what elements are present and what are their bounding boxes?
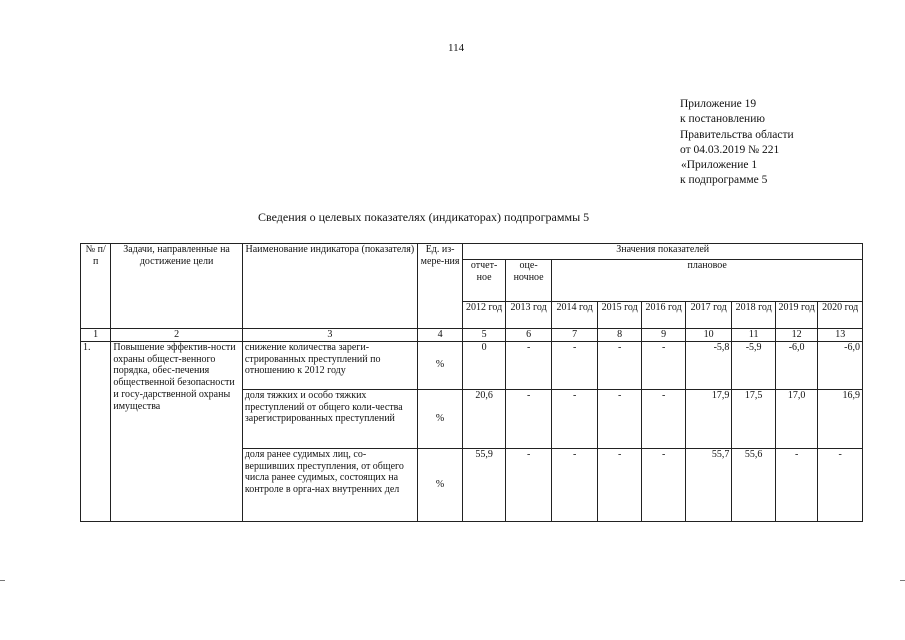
scan-edge-mark <box>900 580 905 581</box>
column-number: 9 <box>642 329 685 342</box>
value-cell: - <box>552 389 598 448</box>
header-year: 2018 год <box>732 302 775 329</box>
column-number: 11 <box>732 329 775 342</box>
value-cell: 17,9 <box>685 389 732 448</box>
value-cell: - <box>597 341 642 389</box>
unit-cell: % <box>417 389 463 448</box>
value-cell: 20,6 <box>463 389 505 448</box>
table-row <box>81 341 863 389</box>
appendix-note <box>680 97 880 189</box>
unit-cell: % <box>417 448 463 521</box>
header-year: 2016 год <box>642 302 685 329</box>
task-number: 1. <box>81 341 111 521</box>
task-text: Повышение эффектив-ности охраны общест-венного порядка, обес-печения общественной безопасности и госу-дарственной охраны имущества <box>111 341 243 521</box>
value-cell: - <box>505 389 552 448</box>
value-cell: -5,8 <box>685 341 732 389</box>
value-cell: - <box>552 448 598 521</box>
header-num: № п/п <box>81 244 111 329</box>
header-year: 2017 год <box>685 302 732 329</box>
indicator-name: снижение количества зареги-стрированных преступлений по отношению к 2012 году <box>242 341 417 389</box>
header-estimate: оце-ночное <box>505 260 552 302</box>
header-indicator: Наименование индикатора (показателя) <box>242 244 417 329</box>
header-year: 2014 год <box>552 302 598 329</box>
appendix-line: к постановлению <box>680 113 765 126</box>
column-numbers-row <box>81 329 863 342</box>
unit-cell: % <box>417 341 463 389</box>
column-number: 6 <box>505 329 552 342</box>
value-cell: - <box>505 448 552 521</box>
indicator-name: доля ранее судимых лиц, со-вершивших преступления, от общего числа ранее судимых, состоящих на контроле в орга-нах внутренних дел <box>242 448 417 521</box>
value-cell: - <box>552 341 598 389</box>
appendix-line: Приложение 19 <box>680 98 757 110</box>
value-cell: - <box>597 389 642 448</box>
header-tasks: Задачи, направленные на достижение цели <box>111 244 243 329</box>
value-cell: 16,9 <box>818 389 863 448</box>
value-cell: 0 <box>463 341 505 389</box>
header-report: отчет-ное <box>463 260 505 302</box>
value-cell: - <box>642 389 685 448</box>
header-year: 2013 год <box>505 302 552 329</box>
column-number: 13 <box>818 329 863 342</box>
column-number: 8 <box>597 329 642 342</box>
value-cell: 55,6 <box>732 448 775 521</box>
value-cell: - <box>818 448 863 521</box>
column-number: 4 <box>417 329 463 342</box>
value-cell: -6,0 <box>818 341 863 389</box>
column-number: 3 <box>242 329 417 342</box>
appendix-line: от 04.03.2019 № 221 <box>680 143 780 156</box>
header-year: 2020 год <box>818 302 863 329</box>
column-number: 10 <box>685 329 732 342</box>
value-cell: - <box>505 341 552 389</box>
value-cell: 17,0 <box>775 389 817 448</box>
column-number: 1 <box>81 329 111 342</box>
header-planned: плановое <box>552 260 863 302</box>
header-unit: Ед. из-мере-ния <box>417 244 463 329</box>
value-cell: -5,9 <box>732 341 775 389</box>
header-year: 2015 год <box>597 302 642 329</box>
value-cell: - <box>597 448 642 521</box>
appendix-line: «Приложение 1 <box>681 159 758 172</box>
column-number: 5 <box>463 329 505 342</box>
indicators-table <box>80 243 863 522</box>
appendix-line: Правительства области <box>680 128 794 141</box>
header-values-group: Значения показателей <box>463 244 863 260</box>
indicator-name: доля тяжких и особо тяжких преступлений от общего коли-чества зарегистрированных преступлений <box>242 389 417 448</box>
appendix-line: к подпрограмме 5 <box>680 174 768 187</box>
value-cell: - <box>642 341 685 389</box>
value-cell: -6,0 <box>775 341 817 389</box>
value-cell: - <box>642 448 685 521</box>
value-cell: 17,5 <box>732 389 775 448</box>
header-year: 2019 год <box>775 302 817 329</box>
document-title: Сведения о целевых показателях (индикаторах) подпрограммы 5 <box>258 210 590 224</box>
column-number: 7 <box>552 329 598 342</box>
value-cell: 55,9 <box>463 448 505 521</box>
header-year: 2012 год <box>463 302 505 329</box>
column-number: 2 <box>111 329 243 342</box>
page-number: 114 <box>448 42 465 54</box>
value-cell: 55,7 <box>685 448 732 521</box>
scan-edge-mark <box>0 580 5 581</box>
value-cell: - <box>775 448 817 521</box>
column-number: 12 <box>775 329 817 342</box>
